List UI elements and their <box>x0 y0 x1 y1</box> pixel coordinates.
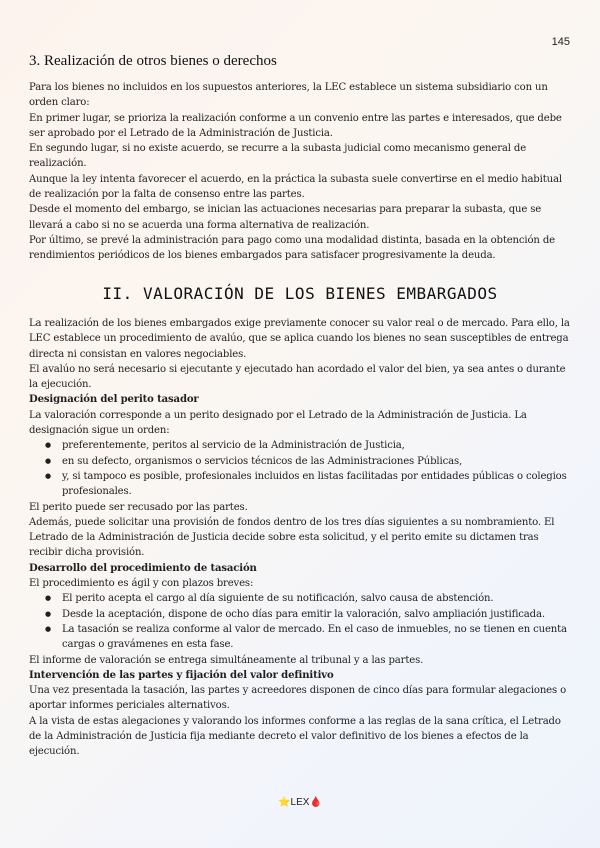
subheading-designacion: Designación del perito tasador <box>29 394 199 406</box>
paragraph: La valoración corresponde a un perito designado por el Letrado de la Administración de Justicia. La designación sigue un orden: <box>29 409 527 437</box>
paragraph: El informe de valoración se entrega simultáneamente al tribunal y a las partes. <box>29 654 424 666</box>
footer <box>0 797 600 808</box>
paragraph: El avalúo no será necesario si ejecutante y ejecutado han acordado el valor del bien, ya sea antes o durante la ejecución. <box>29 363 566 391</box>
paragraph: En segundo lugar, si no existe acuerdo, se recurre a la subasta judicial como mecanismo general de realización. <box>29 143 527 170</box>
paragraph: Aunque la ley intenta favorecer el acuerdo, en la práctica la subasta suele convertirse en el medio habitual de realización por la falta de consenso entre las partes. <box>29 173 562 201</box>
paragraph: El perito puede ser recusado por las partes. <box>29 501 248 513</box>
list-item: ● en su defecto, organismos o servicios técnicos de las Administraciones Públicas, <box>62 454 574 469</box>
list-item: ● El perito acepta el cargo al día siguiente de su notificación, salvo causa de abstención. <box>62 591 574 606</box>
paragraph: Desde el momento del embargo, se inician las actuaciones necesarias para preparar la subasta, que se llevará a cabo si no se acuerda una forma alternativa de realización. <box>29 204 542 231</box>
footer-brand: LEX <box>290 797 310 808</box>
subheading-intervencion: Intervención de las partes y fijación del valor definitivo <box>29 669 334 681</box>
list-item: ● Desde la aceptación, dispone de ocho días para emitir la valoración, salvo ampliación justificada. <box>62 607 574 622</box>
procedure-list <box>29 591 574 652</box>
designation-list <box>29 438 574 499</box>
section3-body <box>29 80 574 264</box>
subheading-desarrollo: Desarrollo del procedimiento de tasación <box>29 562 257 574</box>
list-item: ● preferentemente, peritos al servicio de la Administración de Justicia, <box>62 438 574 453</box>
chapter-body <box>29 316 574 760</box>
list-item: ● y, si tampoco es posible, profesionales incluidos en listas facilitadas por entidades públicas o colegios profesionales. <box>62 469 574 500</box>
page-number: 145 <box>551 36 570 48</box>
paragraph: La realización de los bienes embargados exige previamente conocer su valor real o de mercado. Para ello, la LEC establece un procedimiento de avalúo, que se aplica cuando los bienes no sean susceptibles de entrega directa ni consistan en valores negociables. <box>29 318 570 360</box>
section-title: 3. Realización de otros bienes o derechos <box>29 53 277 69</box>
paragraph: Para los bienes no incluidos en los supuestos anteriores, la LEC establece un sistema subsidiario con un orden claro: <box>29 82 548 109</box>
paragraph: El procedimiento es ágil y con plazos breves: <box>29 578 254 590</box>
paragraph: Además, puede solicitar una provisión de fondos dentro de los tres días siguientes a su nombramiento. El Letrado de la Administración de Justicia decide sobre esta solicitud, y el perito emite su dictamen tras recibir dicha provisión. <box>29 516 555 559</box>
paragraph: En primer lugar, se prioriza la realización conforme a un convenio entre las partes e interesados, que debe ser aprobado por el Letrado de la Administración de Justicia. <box>29 112 562 139</box>
star-icon: ⭐ <box>278 797 291 808</box>
blood-drop-icon: 🩸 <box>309 797 322 808</box>
paragraph: Por último, se prevé la administración para pago como una modalidad distinta, basada en la obtención de rendimientos periódicos de los bienes embargados para satisfacer progresivamente la deuda. <box>29 234 555 262</box>
paragraph: Una vez presentada la tasación, las partes y acreedores disponen de cinco días para formular alegaciones o aportar informes periciales alternativos. <box>29 685 567 712</box>
chapter-title: II. VALORACIÓN DE LOS BIENES EMBARGADOS <box>102 284 498 303</box>
paragraph: A la vista de estas alegaciones y valorando los informes conforme a las reglas de la sana crítica, el Letrado de la Administración de Justicia fija mediante decreto el valor definitivo de los bienes a efectos de la ejecución. <box>29 715 561 758</box>
list-item: ● La tasación se realiza conforme al valor de mercado. En el caso de inmuebles, no se tienen en cuenta cargas o gravámenes en esta fase. <box>62 622 574 653</box>
